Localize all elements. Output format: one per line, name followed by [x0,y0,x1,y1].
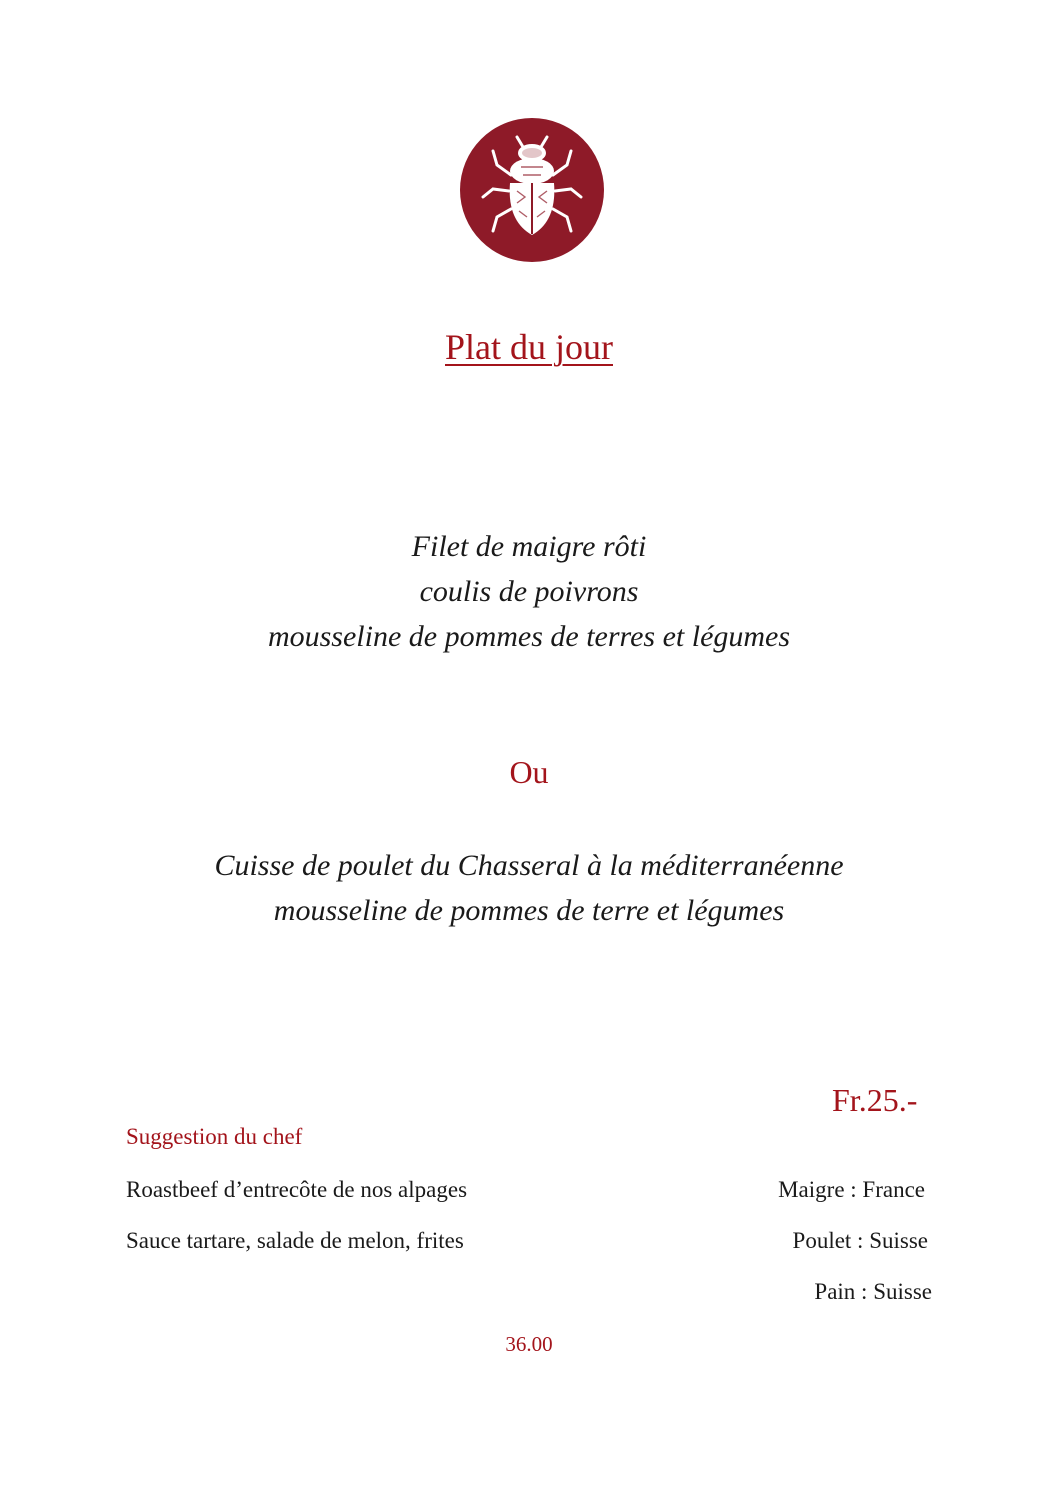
dish-one-line: mousseline de pommes de terres et légumes [267,620,791,653]
origin-line: Maigre : France [778,1177,925,1202]
or-separator: Ou [509,754,549,790]
suggestion-title: Suggestion du chef [126,1124,303,1149]
origin-line: Poulet : Suisse [792,1228,928,1253]
dish-one [0,524,1058,659]
suggestion-line: Roastbeef d’entrecôte de nos alpages [126,1177,468,1202]
suggestion-line: Sauce tartare, salade de melon, frites [126,1228,464,1253]
page-title: Plat du jour [445,327,613,367]
menu-price: Fr.25.- [832,1082,918,1118]
dish-two [0,843,1058,933]
origin-line: Pain : Suisse [814,1279,932,1304]
suggestion-price: 36.00 [505,1332,553,1356]
scarab-logo [459,117,605,263]
dish-one-line: coulis de poivrons [419,575,639,608]
dish-two-line: Cuisse de poulet du Chasseral à la méditerranéenne [214,849,844,882]
dish-two-line: mousseline de pommes de terre et légumes [273,894,785,927]
dish-one-line: Filet de maigre rôti [411,530,647,563]
scarab-icon [459,117,605,263]
